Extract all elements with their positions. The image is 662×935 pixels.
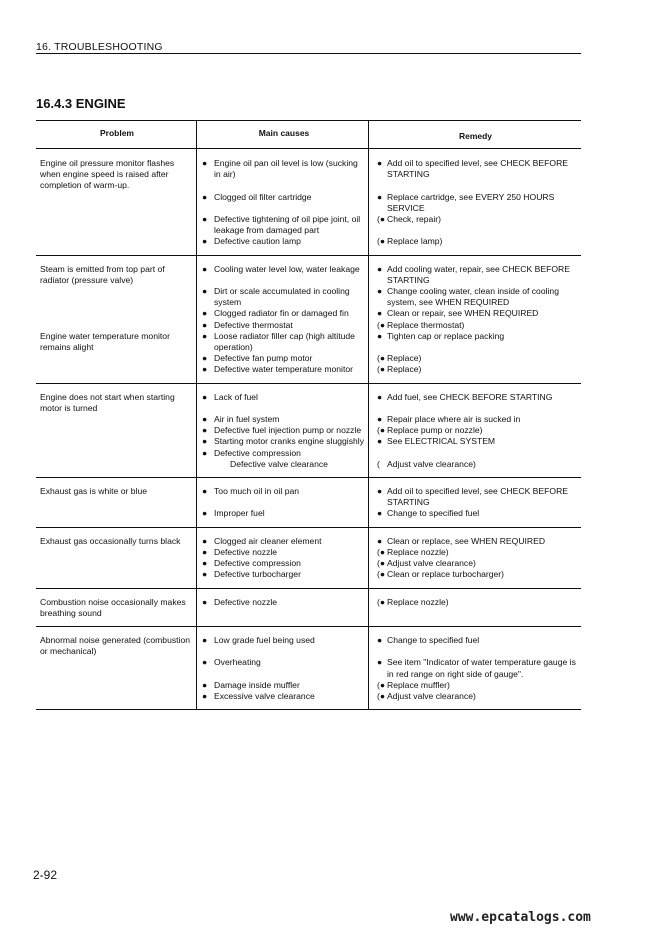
troubleshooting-table <box>36 120 581 710</box>
table-row <box>36 691 581 702</box>
cause-cell <box>198 392 370 414</box>
remedy-text: Adjust valve clearance) <box>387 558 476 569</box>
remedy-cell <box>370 236 581 247</box>
table-row <box>36 158 581 192</box>
problem-cell: Abnormal noise generated (combustion or mechanical) <box>40 634 191 657</box>
cause-cell <box>198 558 370 569</box>
problem-cell <box>36 448 198 459</box>
problem-cell <box>36 286 198 308</box>
cause-text: Overheating <box>214 657 261 668</box>
problem-cell: Combustion noise occasionally makes breathing sound <box>40 596 186 618</box>
table-row <box>36 331 581 353</box>
bullet-marker: (● <box>377 364 386 375</box>
cause-cell <box>198 320 370 331</box>
table-body <box>36 149 581 710</box>
bullet-marker: ● <box>202 657 208 668</box>
bullet-marker: ● <box>377 486 383 497</box>
remedy-cell <box>370 214 581 236</box>
table-row <box>36 364 581 375</box>
table-row <box>36 657 581 679</box>
header-rule <box>36 53 581 54</box>
table-row <box>36 236 581 247</box>
remedy-cell <box>370 459 581 470</box>
bullet-marker: (● <box>377 546 386 557</box>
bullet-marker: ( <box>377 458 380 469</box>
problem-cell <box>36 459 198 470</box>
table-row <box>36 536 581 547</box>
remedy-text: Check, repair) <box>387 214 441 225</box>
table-row <box>36 353 581 364</box>
bullet-marker: ● <box>202 391 208 402</box>
table-row <box>36 436 581 447</box>
bullet-marker: (● <box>377 214 386 225</box>
cause-cell <box>198 569 370 580</box>
table-row <box>36 558 581 569</box>
problem-cell <box>36 214 198 236</box>
remedy-cell <box>370 657 581 679</box>
bullet-marker: ● <box>377 657 383 668</box>
cause-cell <box>198 536 370 547</box>
bullet-marker: (● <box>377 690 386 701</box>
bullet-marker: ● <box>377 414 383 425</box>
bullet-marker: ● <box>202 158 208 168</box>
table-row <box>36 414 581 425</box>
cause-cell <box>198 425 370 436</box>
cause-cell <box>198 192 370 214</box>
bullet-marker: ● <box>202 236 208 247</box>
problem-cell: Exhaust gas is white or blue <box>40 486 148 497</box>
bullet-marker: ● <box>202 286 208 297</box>
remedy-cell <box>370 558 581 569</box>
cause-text: Defective fan pump motor <box>214 353 313 364</box>
bullet-marker: (● <box>377 236 386 247</box>
cause-text: Low grade fuel being used <box>214 634 315 645</box>
bullet-marker <box>198 459 214 470</box>
problem-cell <box>36 558 198 569</box>
column-header-causes: Main causes <box>258 128 310 138</box>
bullet-marker: (● <box>377 319 386 330</box>
remedy-cell <box>370 569 581 580</box>
problem-cell <box>36 569 198 580</box>
remedy-text: Clean or repair, see WHEN REQUIRED <box>387 308 539 319</box>
cause-text: Defective thermostat <box>214 319 293 330</box>
column-divider <box>196 120 197 710</box>
bullet-marker: ● <box>202 414 208 425</box>
cause-cell <box>198 308 370 319</box>
bullet-marker: (● <box>377 353 386 364</box>
bullet-marker: ● <box>202 436 208 447</box>
bullet-marker: ● <box>202 425 208 436</box>
remedy-text: Adjust valve clearance) <box>387 690 476 701</box>
problem-cell: Steam is emitted from top part of radiator (pressure valve) <box>40 263 165 285</box>
table-header <box>36 120 581 149</box>
remedy-cell <box>370 392 581 414</box>
bullet-marker: ● <box>377 508 383 519</box>
table-row <box>36 597 581 619</box>
problem-cell <box>36 353 198 364</box>
problem-cell <box>36 547 198 558</box>
bullet-marker: ● <box>377 436 383 447</box>
table-row-group <box>36 149 581 256</box>
cause-text: Too much oil in oil pan <box>214 486 300 497</box>
cause-text: Defective water temperature monitor <box>214 364 353 375</box>
bullet-marker: ● <box>202 486 208 497</box>
table-row <box>36 569 581 580</box>
cause-cell <box>198 158 370 192</box>
column-header-remedy: Remedy <box>458 131 493 141</box>
bullet-marker: ● <box>202 558 208 569</box>
bullet-marker: ● <box>377 330 383 341</box>
bullet-marker: (● <box>377 558 386 569</box>
running-header: 16. TROUBLESHOOTING <box>36 41 163 53</box>
bullet-marker: ● <box>202 214 208 225</box>
remedy-cell <box>370 691 581 702</box>
remedy-text: Replace nozzle) <box>387 596 449 607</box>
bullet-marker: (● <box>377 679 386 690</box>
cause-cell <box>198 353 370 364</box>
table-row <box>36 286 581 308</box>
cause-text: Defective compression <box>214 558 301 569</box>
remedy-cell <box>370 425 581 436</box>
remedy-text: Adjust valve clearance) <box>387 458 476 469</box>
problem-cell <box>36 680 198 691</box>
cause-cell <box>198 486 370 508</box>
problem-cell: Engine does not start when starting motor is turned <box>40 391 175 413</box>
cause-cell <box>198 459 370 470</box>
page-number: 2-92 <box>33 868 58 882</box>
cause-text: Cooling water level low, water leakage <box>214 263 360 274</box>
cause-cell <box>198 448 370 459</box>
cause-text: Excessive valve clearance <box>214 690 315 701</box>
table-row <box>36 486 581 508</box>
remedy-cell <box>370 597 581 619</box>
cause-cell <box>198 691 370 702</box>
table-row <box>36 635 581 657</box>
remedy-text: Change cooling water, clean inside of cooling system, see WHEN REQUIRED <box>387 286 559 308</box>
cause-text: Defective nozzle <box>214 546 278 557</box>
bullet-marker: ● <box>202 353 208 364</box>
bullet-marker: ● <box>377 391 383 402</box>
section-title: 16.4.3 ENGINE <box>36 96 126 111</box>
cause-text: Lack of fuel <box>214 391 258 402</box>
problem-cell <box>36 320 198 331</box>
remedy-cell <box>370 414 581 425</box>
bullet-marker: ● <box>202 569 208 580</box>
cause-cell <box>198 436 370 447</box>
column-header-problem: Problem <box>99 128 134 138</box>
bullet-marker: ● <box>202 308 208 319</box>
remedy-text: Replace) <box>387 364 422 375</box>
bullet-marker: ● <box>202 319 208 330</box>
bullet-marker: ● <box>377 535 383 546</box>
bullet-marker: ● <box>202 330 208 341</box>
remedy-cell <box>370 320 581 331</box>
remedy-cell <box>370 264 581 286</box>
cause-cell <box>198 657 370 679</box>
table-row-group <box>36 384 581 478</box>
bullet-marker: (● <box>377 569 386 580</box>
remedy-cell <box>370 508 581 519</box>
table-row-group <box>36 627 581 710</box>
remedy-text: Replace cartridge, see EVERY 250 HOURS SERVICE <box>387 191 555 213</box>
problem-cell <box>36 691 198 702</box>
table-row <box>36 214 581 236</box>
cause-text: Dirt or scale accumulated in cooling system <box>214 286 350 308</box>
remedy-cell <box>370 448 581 459</box>
remedy-cell <box>370 158 581 192</box>
bullet-marker: ● <box>202 690 208 701</box>
remedy-text: Add cooling water, repair, see CHECK BEFORE STARTING <box>387 263 570 285</box>
remedy-text: Change to specified fuel <box>387 508 480 519</box>
cause-text: Defective tightening of oil pipe joint, oil leakage from damaged part <box>214 214 361 236</box>
table-row <box>36 448 581 459</box>
problem-cell: Engine oil pressure monitor flashes when engine speed is raised after completion of warm-up. <box>40 158 175 191</box>
cause-cell <box>198 214 370 236</box>
problem-cell <box>36 192 198 214</box>
remedy-text: Add fuel, see CHECK BEFORE STARTING <box>387 391 553 402</box>
column-divider <box>368 120 369 710</box>
cause-text: Defective caution lamp <box>214 236 301 247</box>
table-row-group <box>36 478 581 528</box>
cause-text: Loose radiator filler cap (high altitude operation) <box>214 330 355 353</box>
table-row <box>36 320 581 331</box>
table-row-group <box>36 589 581 627</box>
bullet-marker: ● <box>202 447 208 458</box>
problem-cell <box>36 308 198 319</box>
problem-cell <box>36 436 198 447</box>
cause-cell <box>198 331 370 353</box>
remedy-text: Replace thermostat) <box>387 319 465 330</box>
problem-cell <box>36 236 198 247</box>
cause-text: Damage inside muffler <box>214 679 300 690</box>
bullet-marker: ● <box>202 508 208 519</box>
cause-text: Defective nozzle <box>214 596 278 607</box>
cause-text: Engine oil pan oil level is low (sucking in air) <box>214 158 358 180</box>
remedy-text: Clean or replace turbocharger) <box>387 569 505 580</box>
remedy-cell <box>370 536 581 547</box>
cause-text: Defective turbocharger <box>214 569 301 580</box>
cause-cell <box>198 264 370 286</box>
table-row <box>36 192 581 214</box>
remedy-cell <box>370 680 581 691</box>
cause-cell <box>198 364 370 375</box>
bullet-marker: ● <box>202 596 208 607</box>
cause-text: Clogged radiator fin or damaged fin <box>214 308 349 319</box>
problem-cell: Exhaust gas occasionally turns black <box>40 535 181 546</box>
table-row <box>36 392 581 414</box>
table-row <box>36 264 581 286</box>
cause-cell <box>198 286 370 308</box>
remedy-text: See ELECTRICAL SYSTEM <box>387 436 496 447</box>
cause-cell <box>198 236 370 247</box>
table-row <box>36 459 581 470</box>
cause-text: Improper fuel <box>214 508 265 519</box>
table-row <box>36 308 581 319</box>
bullet-marker: ● <box>202 634 208 645</box>
remedy-text: Clean or replace, see WHEN REQUIRED <box>387 535 546 546</box>
cause-text: Clogged oil filter cartridge <box>214 191 312 202</box>
bullet-marker: ● <box>377 308 383 319</box>
cause-text: Air in fuel system <box>214 414 280 425</box>
remedy-text: Replace muffler) <box>387 679 450 690</box>
table-row-group <box>36 256 581 384</box>
remedy-cell <box>370 308 581 319</box>
bullet-marker: ● <box>377 158 383 168</box>
cause-text: Clogged air cleaner element <box>214 535 322 546</box>
cause-cell <box>198 680 370 691</box>
table-row <box>36 425 581 436</box>
cause-cell <box>198 414 370 425</box>
remedy-cell <box>370 192 581 214</box>
table-row <box>36 508 581 519</box>
remedy-text: Add oil to specified level, see CHECK BEFORE STARTING <box>387 486 569 508</box>
cause-text: Defective valve clearance <box>230 458 328 469</box>
problem-cell <box>36 425 198 436</box>
problem-cell <box>36 657 198 679</box>
remedy-text: See item "Indicator of water temperature gauge is in red range on right side of gauge". <box>387 657 576 679</box>
bullet-marker: ● <box>377 191 383 202</box>
remedy-text: Add oil to specified level, see CHECK BEFORE STARTING <box>387 158 569 180</box>
cause-cell <box>198 508 370 519</box>
table-row <box>36 680 581 691</box>
cause-text: Defective compression <box>214 447 301 458</box>
bullet-marker: ● <box>202 191 208 202</box>
remedy-cell <box>370 547 581 558</box>
remedy-cell <box>370 286 581 308</box>
bullet-marker: ● <box>202 679 208 690</box>
remedy-cell <box>370 635 581 657</box>
bullet-marker: ● <box>377 286 383 297</box>
remedy-cell <box>370 486 581 508</box>
problem-cell: Engine water temperature monitor remains alight <box>40 330 170 353</box>
table-row <box>36 547 581 558</box>
remedy-text: Replace) <box>387 353 422 364</box>
bullet-marker: (● <box>377 596 386 607</box>
problem-cell <box>36 508 198 519</box>
remedy-cell <box>370 331 581 353</box>
problem-cell <box>36 414 198 425</box>
cause-cell <box>198 635 370 657</box>
remedy-text: Repair place where air is sucked in <box>387 414 521 425</box>
bullet-marker: ● <box>202 535 208 546</box>
bullet-marker: ● <box>377 263 383 274</box>
remedy-cell <box>370 353 581 364</box>
remedy-text: Tighten cap or replace packing <box>387 330 505 341</box>
bullet-marker: (● <box>377 425 386 436</box>
cause-text: Starting motor cranks engine sluggishly <box>214 436 364 447</box>
table-row-group <box>36 528 581 589</box>
remedy-text: Replace nozzle) <box>387 546 449 557</box>
bullet-marker: ● <box>377 634 383 645</box>
cause-text: Defective fuel injection pump or nozzle <box>214 425 362 436</box>
cause-cell <box>198 597 370 619</box>
watermark: www.epcatalogs.com <box>450 910 591 925</box>
bullet-marker: ● <box>202 364 208 375</box>
remedy-cell <box>370 436 581 447</box>
remedy-text: Replace lamp) <box>387 236 443 247</box>
remedy-text: Change to specified fuel <box>387 634 480 645</box>
bullet-marker: ● <box>202 546 208 557</box>
remedy-text: Replace pump or nozzle) <box>387 425 483 436</box>
problem-cell <box>36 364 198 375</box>
remedy-cell <box>370 364 581 375</box>
cause-cell <box>198 547 370 558</box>
bullet-marker: ● <box>202 263 208 274</box>
